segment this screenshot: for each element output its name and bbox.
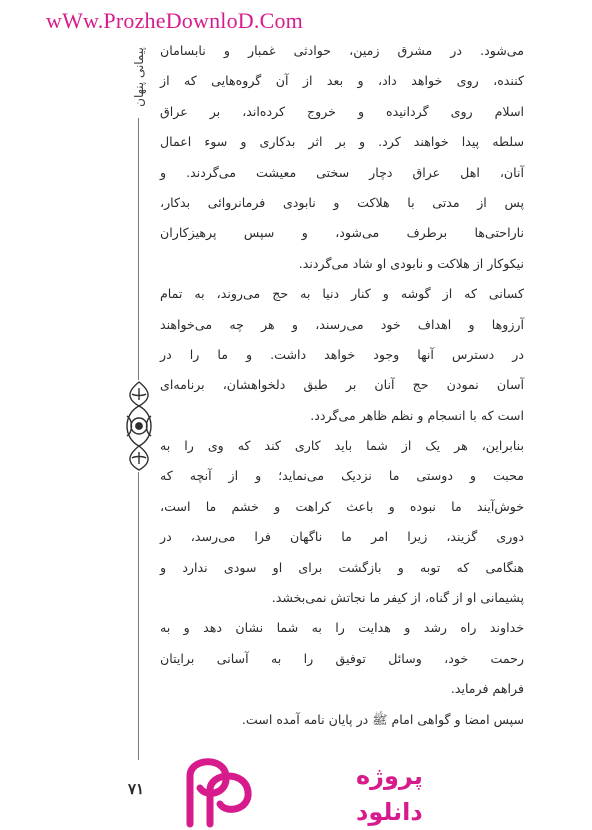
text-line: پس از مدتی با هلاکت و نابودی فرمانروائی بدکار، [160,194,524,210]
text-line: بنابراین، هر یک از شما باید کاری کند که وی را به [160,438,524,454]
ornament-icon [119,380,159,472]
running-head [126,42,152,112]
text-line: نیکوکار از هلاکت و نابودی او شاد می‌گردند. [298,255,524,271]
text-line: آنان، اهل عراق دچار سختی معیشت می‌گردند. و [160,164,524,180]
text-line: فراهم فرماید. [450,681,524,697]
text-line: سپس امضا و گواهی امام ﷺ در پایان نامه آمده است. [241,711,524,727]
text-line: آرزوها و اهداف خود می‌رسند، و هر چه می‌خواهند [160,316,524,332]
logo-text-top: پروژه [356,762,423,790]
text-line: کننده، روی خواهد داد، و بعد از آن گروه‌هایی که از [160,73,524,89]
body-text [160,36,524,735]
watermark-logo [176,746,423,830]
text-line: سلطه پیدا خواهند کرد. و بر اثر بدکاری و سوء اعمال [160,134,524,150]
text-line: است که با انسجام و نظم ظاهر می‌گردد. [310,407,524,423]
page-number: ۷۱ [128,780,145,798]
text-line: پشیمانی او از گناه، از کیفر ما نجاتش نمی‌بخشد. [271,590,524,606]
watermark-url: wWw.ProzheDownloD.Com [46,8,303,33]
margin-rule-bottom [138,472,139,760]
logo-text-bottom: دانلود [356,798,423,826]
text-line: هنگامی که توبه و بازگشت برای او سودی ندارد و [160,559,524,575]
text-line: ناراحتی‌ها برطرف می‌شود، و سپس پرهیزکاران [160,225,524,241]
text-line: آسان نمودن حج آنان بر طبق دلخواهشان، برنامه‌ای [160,377,524,393]
text-line: خداوند راه رشد و هدایت را به شما نشان دهد و به [160,620,524,636]
margin-rule-top [138,118,139,380]
text-line: می‌شود. در مشرق زمین، حوادثی غمبار و نابسامان [160,43,524,58]
text-line: محبت و دوستی ما نزدیک می‌نماید؛ و از آنچه که [160,468,524,484]
text-line: رحمت خود، وسائل توفیق را به آسانی برایتان [160,650,524,666]
running-head-text: پیمانی پنهان [132,47,147,107]
text-line: خوش‌آیند ما نبوده و باعث کراهت و خشم ما است، [160,498,524,514]
text-line: در دسترس آنها وجود خواهد داشت. و ما را در [160,346,524,362]
text-line: دوری گزیند، زیرا امر ما ناگهان فرا می‌رسد، در [160,529,524,545]
text-line: کسانی که از گوشه و کنار دنیا به حج می‌روند، به تمام [160,286,524,302]
text-line: اسلام روی گردانیده و خروج کرده‌اند، بر عراق [160,103,524,119]
